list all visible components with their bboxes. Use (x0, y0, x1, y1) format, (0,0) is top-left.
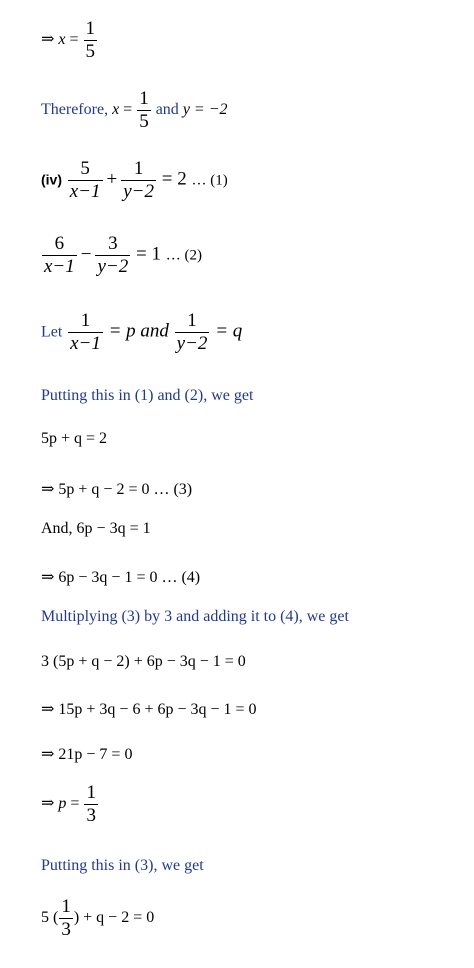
equation-ref-2: … (2) (165, 247, 202, 264)
variable-x: x (112, 101, 120, 119)
variable-x: x (58, 31, 66, 49)
implies-symbol: ⇒ (41, 31, 55, 49)
plus-sign: + (106, 168, 118, 190)
and-word: and (155, 101, 179, 119)
y-value: y = −2 (182, 101, 228, 119)
let-word: Let (41, 323, 63, 341)
fraction-1-over-y-2: $\frac{1}{y-2}$ (176, 310, 208, 354)
equation-two (41, 233, 202, 278)
p-and: = p and (108, 320, 169, 342)
expanded-equation: ⇒ 15p + 3q − 6 + 6p − 3q − 1 = 0 (41, 701, 257, 718)
fraction-6-over-x-1: $\frac{6}{x-1}$ (44, 233, 75, 277)
variable-p: p (58, 795, 67, 813)
fraction-one-fifth: $\frac{1}{5}$ (85, 18, 96, 62)
fraction-one-fifth: $\frac{1}{5}$ (139, 88, 149, 132)
substituted-equation (41, 896, 154, 941)
putting-in-1-and-2: Putting this in (1) and (2), we get (41, 387, 254, 404)
multiplying-statement: Multiplying (3) by 3 and adding it to (4), we get (41, 608, 349, 625)
fraction-one-third: $\frac{1}{3}$ (61, 896, 71, 940)
rhs-value: = 2 (161, 168, 187, 190)
equals-sign: = (123, 101, 133, 119)
remaining-terms: ) + q − 2 = 0 (73, 909, 155, 927)
equation-four: ⇒ 6p − 3q − 1 = 0 … (4) (41, 569, 201, 586)
and-6p-3q-1: And, 6p − 3q = 1 (41, 520, 151, 537)
five-open-paren: 5 ( (41, 909, 59, 927)
part-label-iv: (iv) (41, 171, 62, 188)
combined-equation: 3 (5p + q − 2) + 6p − 3q − 1 = 0 (41, 653, 246, 670)
minus-sign: − (80, 243, 92, 265)
step-p-equals-one-third (41, 782, 99, 827)
therefore-label: Therefore, (41, 101, 109, 119)
equals-sign: = (69, 31, 79, 49)
implies-symbol: ⇒ (41, 795, 55, 813)
simplified-equation: ⇒ 21p − 7 = 0 (41, 746, 133, 763)
equation-5p-q-2: 5p + q = 2 (41, 430, 108, 447)
fraction-1-over-y-2: $\frac{1}{y-2}$ (123, 158, 154, 202)
rhs-value: = 1 (136, 243, 161, 265)
step-x-equals-one-fifth (41, 18, 98, 63)
fraction-1-over-x-1: $\frac{1}{x-1}$ (70, 310, 101, 354)
fraction-3-over-y-2: $\frac{3}{y-2}$ (97, 233, 129, 277)
substitution-statement (41, 310, 242, 355)
equals-q: = q (215, 320, 243, 342)
fraction-one-third: $\frac{1}{3}$ (86, 782, 96, 826)
equals-sign: = (70, 795, 80, 813)
putting-in-3: Putting this in (3), we get (41, 857, 204, 874)
therefore-statement (41, 88, 228, 133)
fraction-5-over-x-1: $\frac{5}{x-1}$ (69, 158, 101, 202)
equation-ref-1: … (1) (191, 172, 228, 189)
equation-three: ⇒ 5p + q − 2 = 0 … (3) (41, 481, 193, 498)
equation-one (41, 158, 228, 203)
